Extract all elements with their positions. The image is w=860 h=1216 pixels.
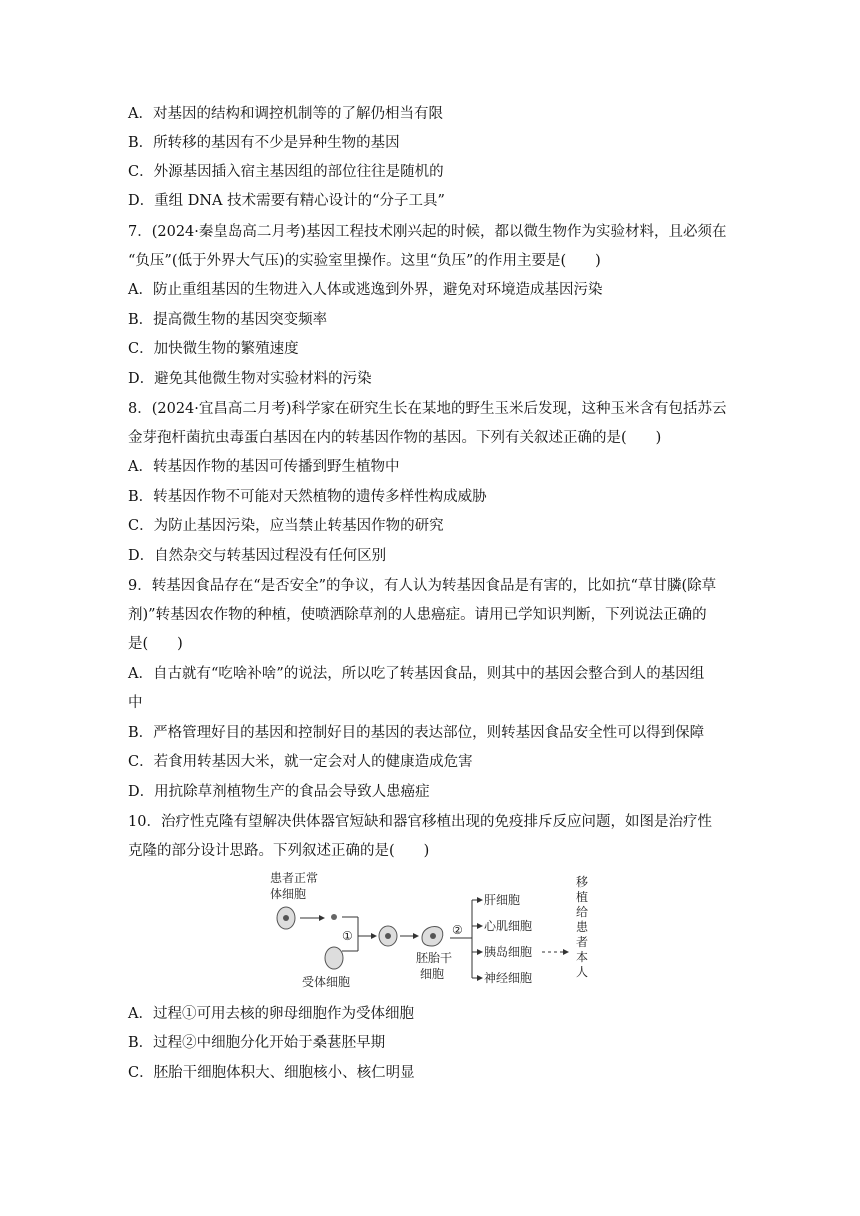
q8-option-c: C．为防止基因污染，应当禁止转基因作物的研究 [128,518,444,534]
q8-stem-line2: 金芽孢杆菌抗虫毒蛋白基因在内的转基因作物的基因。下列有关叙述正确的是( ) [128,430,662,446]
q7-option-c: C．加快微生物的繁殖速度 [128,341,299,357]
q9-stem-line1: 9．转基因食品存在“是否安全”的争议，有人认为转基因食品是有害的，比如抗“草甘膦(除草 [128,578,717,594]
transplant-char-5: 者 [576,935,589,949]
q7-stem-line2: “负压”(低于外界大气压)的实验室里操作。这里“负压”的作用主要是( ) [128,253,601,269]
q10-option-c: C．胚胎干细胞体积大、细胞核小、核仁明显 [128,1065,415,1081]
step-2-label: ② [452,923,463,937]
transplant-char-4: 患 [576,920,589,934]
transplant-char-6: 本 [576,950,589,964]
q10-stem-line1: 10．治疗性克隆有望解决供体器官短缺和器官移植出现的免疫排斥反应问题，如图是治疗性 [128,814,712,830]
esc-label-line2: 细胞 [420,967,445,981]
q7-option-a: A．防止重组基因的生物进入人体或逃逸到外界，避免对环境造成基因污染 [128,282,603,298]
transplant-char-2: 植 [576,890,589,904]
output-islet-cell: 胰岛细胞 [484,945,533,959]
q9-option-d: D．用抗除草剂植物生产的食品会导致人患癌症 [128,784,430,800]
q6-option-c: C．外源基因插入宿主基因组的部位往往是随机的 [128,164,444,180]
q10-stem-line2: 克隆的部分设计思路。下列叙述正确的是( ) [128,843,430,859]
q6-option-a: A．对基因的结构和调控机制等的了解仍相当有限 [128,106,443,122]
q7-option-d: D．避免其他微生物对实验材料的污染 [128,371,372,387]
patient-cell-label-line2: 体细胞 [270,887,307,901]
therapeutic-cloning-diagram [262,866,602,996]
q8-option-d: D．自然杂交与转基因过程没有任何区别 [128,548,387,564]
output-heart-cell: 心肌细胞 [484,919,533,933]
q8-option-a: A．转基因作物的基因可传播到野生植物中 [128,459,400,475]
q7-option-b: B．提高微生物的基因突变频率 [128,312,328,328]
q8-stem-line1: 8．(2024·宜昌高二月考)科学家在研究生长在某地的野生玉米后发现，这种玉米含有包括苏云 [128,401,727,417]
output-nerve-cell: 神经细胞 [484,971,533,985]
transplant-char-1: 移 [576,875,589,889]
patient-cell-label-line1: 患者正常 [270,871,319,885]
q10-option-a: A．过程①可用去核的卵母细胞作为受体细胞 [128,1006,414,1022]
q9-option-a-line1: A．自古就有“吃啥补啥”的说法，所以吃了转基因食品，则其中的基因会整合到人的基因组 [128,666,705,682]
q6-option-b: B．所转移的基因有不少是异种生物的基因 [128,135,400,151]
q9-stem-line3: 是( ) [128,636,183,652]
q9-option-b: B．严格管理好目的基因和控制好目的基因的表达部位，则转基因食品安全性可以得到保障 [128,725,705,741]
step-1-label: ① [342,929,353,943]
transplant-char-7: 人 [576,965,589,979]
q8-option-b: B．转基因作物不可能对天然植物的遗传多样性构成威胁 [128,489,487,505]
extracted-nucleus [331,914,337,920]
q6-option-d: D．重组 DNA 技术需要有精心设计的“分子工具” [128,193,445,209]
q7-stem-line1: 7．(2024·秦皇岛高二月考)基因工程技术刚兴起的时候，都以微生物作为实验材料，且必须在 [128,224,727,240]
reconstructed-cell-nucleus [385,933,391,939]
q9-option-c: C．若食用转基因大米，就一定会对人的健康造成危害 [128,754,473,770]
q9-stem-line2: 剂)”转基因农作物的种植，使喷洒除草剂的人患癌症。请用已学知识判断，下列说法正确的 [128,607,707,623]
esc-label-line1: 胚胎干 [416,951,453,965]
recipient-cell-label: 受体细胞 [302,975,351,989]
transplant-char-3: 给 [576,905,589,919]
q9-option-a-line2: 中 [128,695,143,711]
esc-nucleus [430,933,436,939]
recipient-cell [325,947,343,969]
patient-cell-nucleus [283,915,289,921]
q10-option-b: B．过程②中细胞分化开始于桑葚胚早期 [128,1035,386,1051]
output-liver-cell: 肝细胞 [484,893,521,907]
